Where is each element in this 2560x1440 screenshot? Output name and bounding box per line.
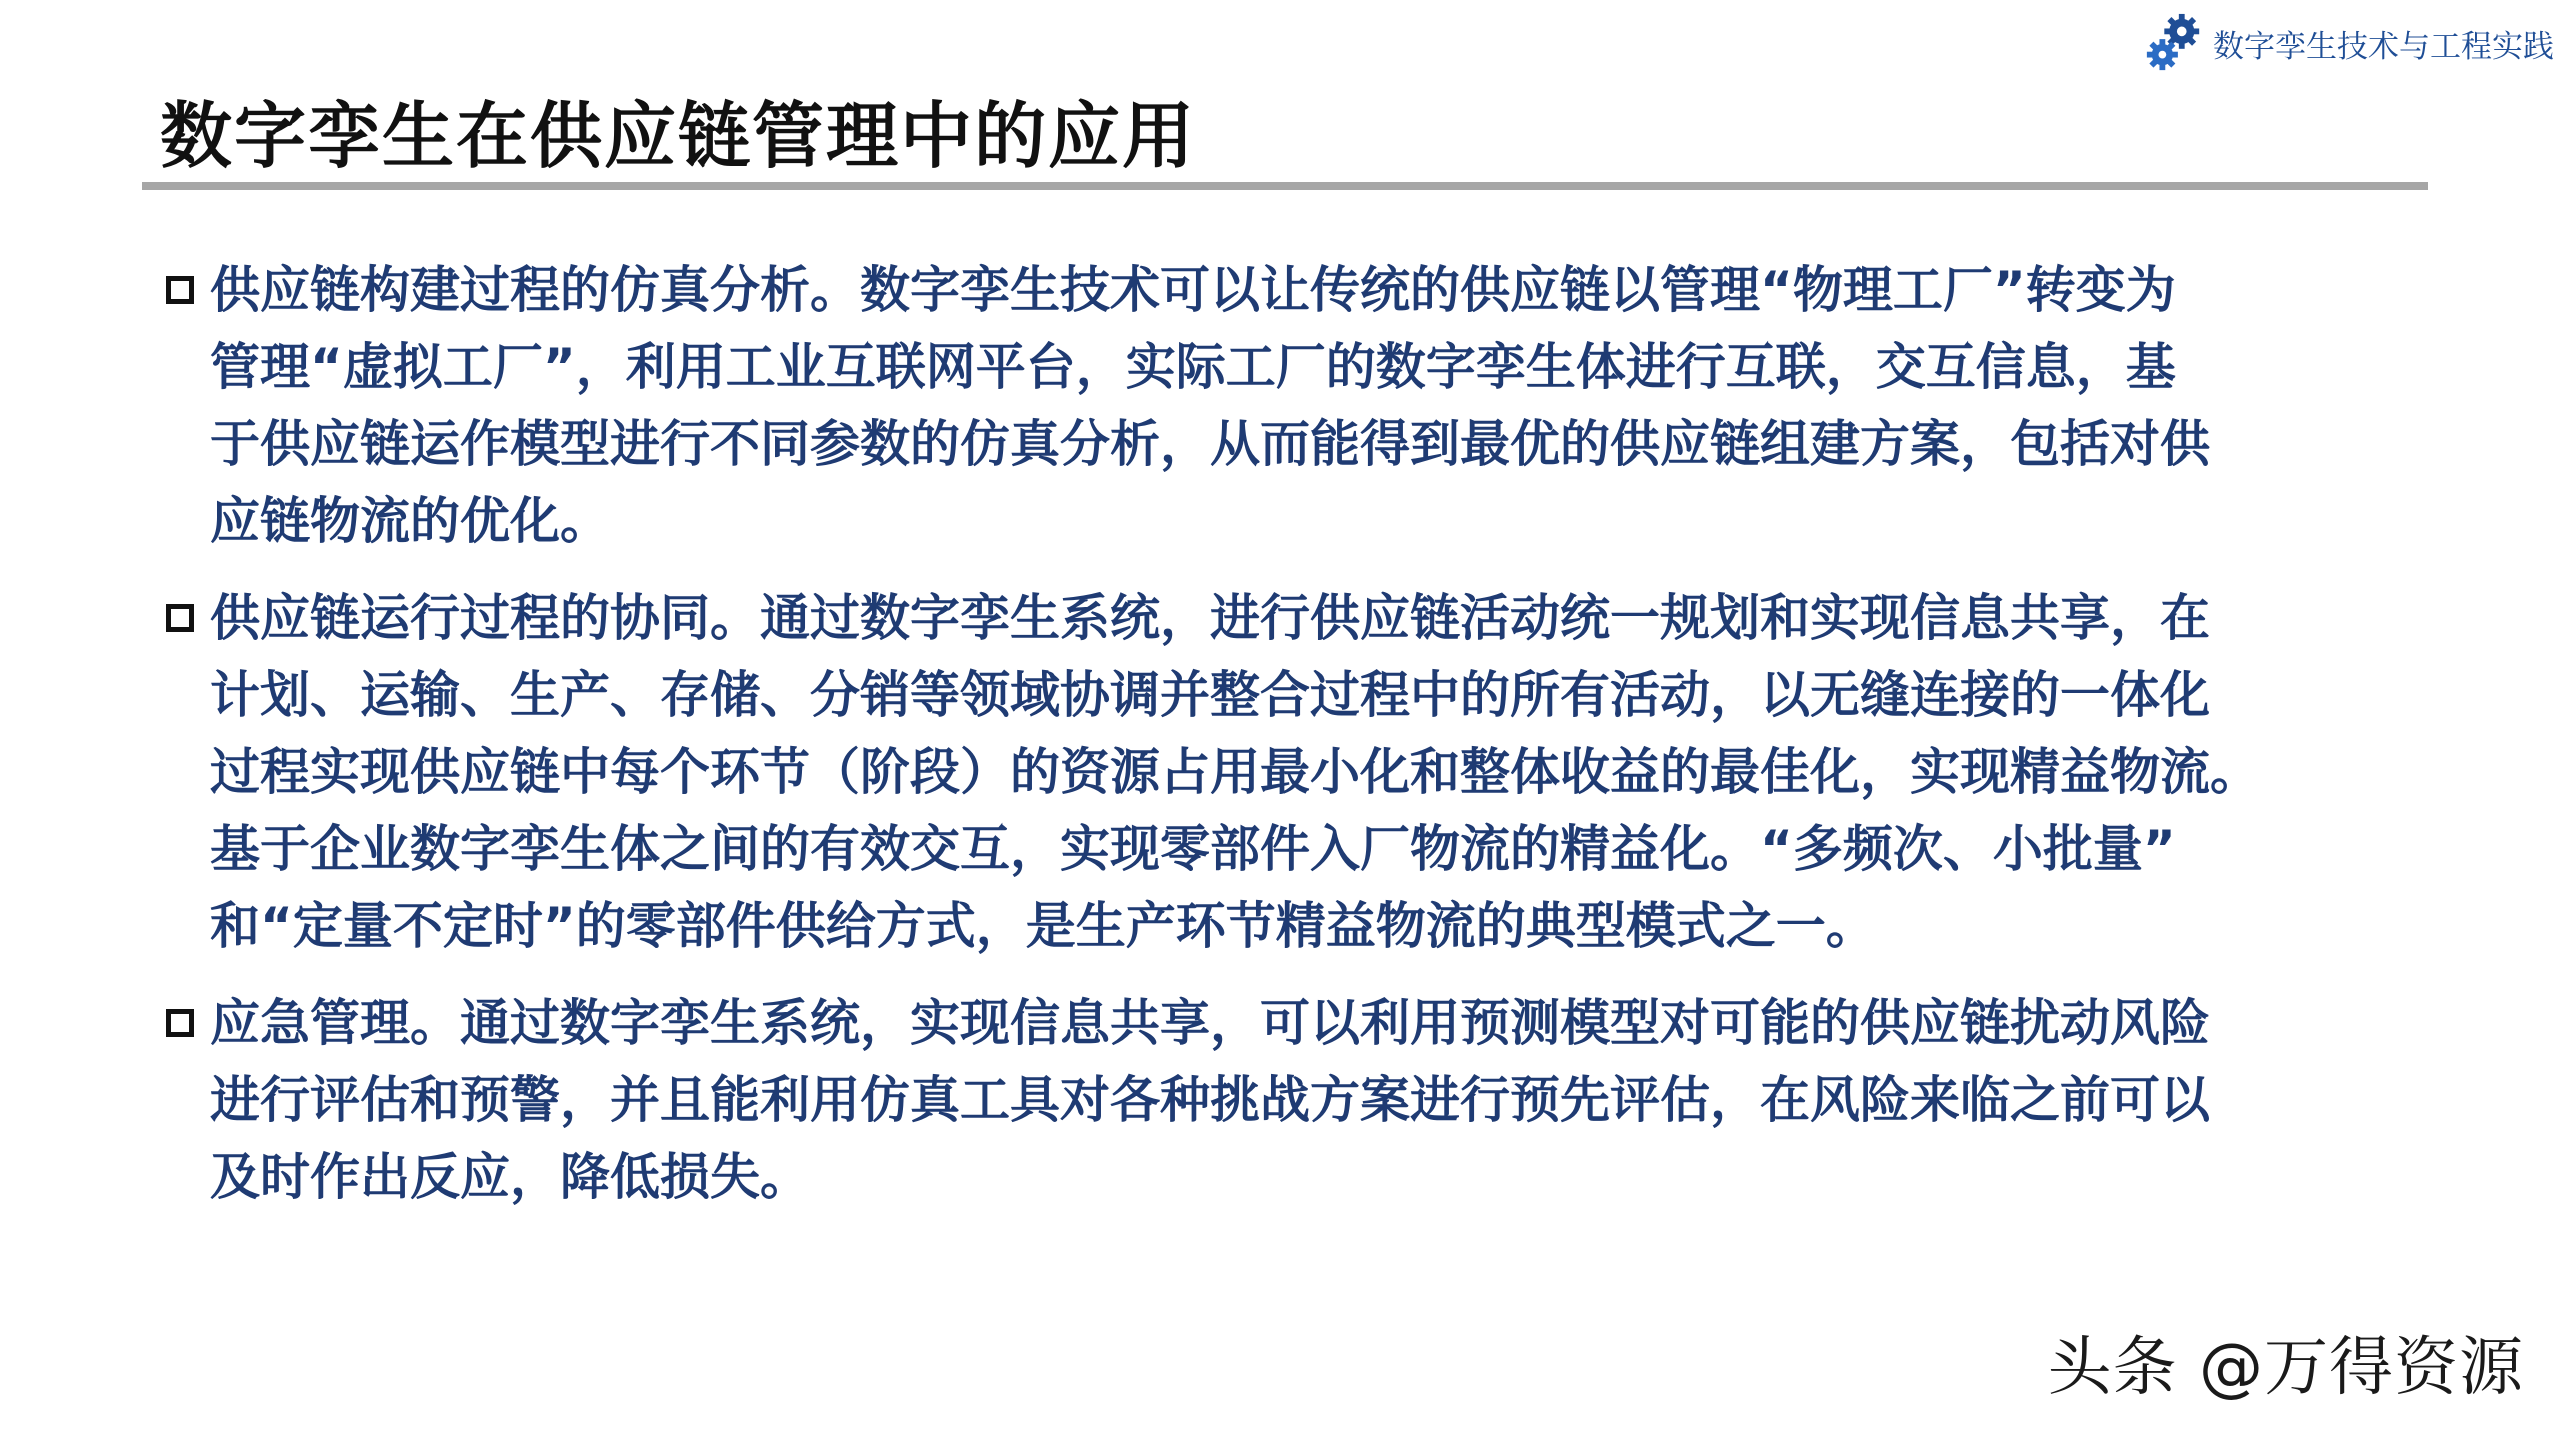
title-divider <box>142 182 2428 190</box>
bullet-line: 进行评估和预警，并且能利用仿真工具对各种挑战方案进行预先评估，在风险来临之前可以 <box>210 1071 2210 1129</box>
header-brand <box>2143 12 2554 74</box>
bullet-line: 供应链构建过程的仿真分析。数字孪生技术可以让传统的供应链以管理“物理工厂”转变为 <box>210 261 2176 319</box>
bullet-line: 及时作出反应，降低损失。 <box>210 1148 810 1206</box>
page-title: 数字孪生在供应链管理中的应用 <box>160 94 1197 178</box>
bullet-line: 供应链运行过程的协同。通过数字孪生系统，进行供应链活动统一规划和实现信息共享，在 <box>210 589 2210 647</box>
bullet-line: 应急管理。通过数字孪生系统，实现信息共享，可以利用预测模型对可能的供应链扰动风险 <box>210 994 2210 1052</box>
bullet-line: 计划、运输、生产、存储、分销等领域协调并整合过程中的所有活动，以无缝连接的一体化 <box>210 666 2210 724</box>
watermark: 头条 @万得资源 <box>2047 1331 2524 1405</box>
square-bullet-icon <box>166 1009 194 1037</box>
bullet-line: 于供应链运作模型进行不同参数的仿真分析，从而能得到最优的供应链组建方案，包括对供 <box>210 415 2210 473</box>
bullet-line: 管理“虚拟工厂”，利用工业互联网平台，实际工厂的数字孪生体进行互联，交互信息，基 <box>210 338 2176 396</box>
square-bullet-icon <box>166 604 194 632</box>
bullet-line: 基于企业数字孪生体之间的有效交互，实现零部件入厂物流的精益化。“多频次、小批量” <box>210 820 2176 878</box>
bullet-line: 和“定量不定时”的零部件供给方式，是生产环节精益物流的典型模式之一。 <box>210 897 1876 955</box>
brand-text: 数字孪生技术与工程实践 <box>2213 28 2554 65</box>
bullet-line: 过程实现供应链中每个环节（阶段）的资源占用最小化和整体收益的最佳化，实现精益物流。 <box>210 743 2260 801</box>
bullet-item <box>160 580 2390 965</box>
bullet-item <box>160 252 2390 560</box>
square-bullet-icon <box>166 276 194 304</box>
bullet-line: 应链物流的优化。 <box>210 492 610 550</box>
bullet-item <box>160 985 2390 1216</box>
gear-icon <box>2143 12 2205 74</box>
bullet-list <box>160 252 2390 1236</box>
